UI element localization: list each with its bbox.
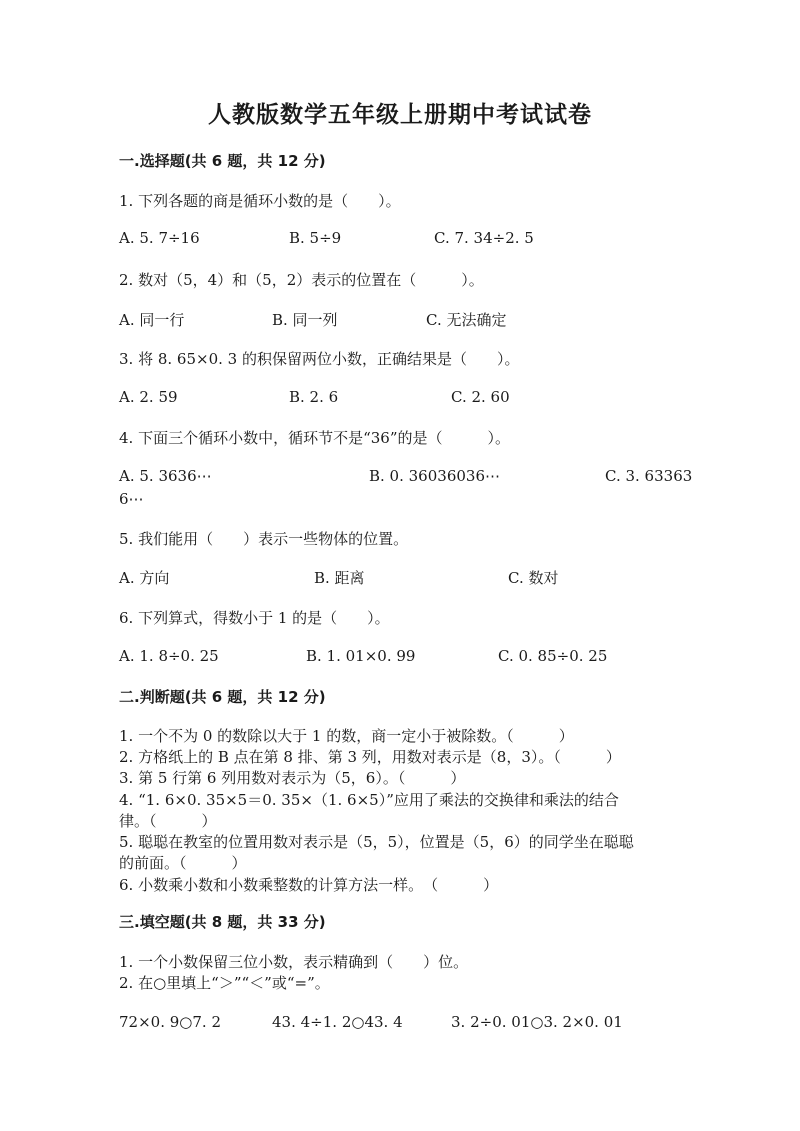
q3-option-c: C. 2. 60 (451, 388, 510, 406)
q5-option-b: B. 距离 (314, 569, 365, 587)
q1-option-c: C. 7. 34÷2. 5 (434, 229, 534, 247)
judge-4: 4. “1. 6×0. 35×5＝0. 35×（1. 6×5）”应用了乘法的交换律和乘法的结合 (119, 791, 619, 809)
q5-option-c: C. 数对 (508, 569, 559, 587)
fill-1: 1. 一个小数保留三位小数，表示精确到（ ）位。 (119, 953, 469, 971)
judge-3: 3. 第 5 行第 6 列用数对表示为（5，6）。（ ） (119, 769, 466, 787)
judge-4-continued: 律。（ ） (119, 812, 217, 830)
q2-option-c: C. 无法确定 (426, 311, 507, 329)
q2-option-a: A. 同一行 (119, 311, 185, 329)
q4-option-c-continued: 6⋯ (119, 490, 144, 508)
q1-stem: 1. 下列各题的商是循环小数的是（ ）。 (119, 192, 401, 210)
judge-2: 2. 方格纸上的 B 点在第 8 排、第 3 列，用数对表示是（8，3）。（ ） (119, 748, 621, 766)
q1-option-b: B. 5÷9 (289, 229, 342, 247)
q5-stem: 5. 我们能用（ ）表示一些物体的位置。 (119, 530, 409, 548)
compare-3: 3. 2÷0. 01○3. 2×0. 01 (451, 1013, 623, 1031)
q2-option-b: B. 同一列 (272, 311, 338, 329)
q1-option-a: A. 5. 7÷16 (119, 229, 200, 247)
q6-option-a: A. 1. 8÷0. 25 (119, 647, 219, 665)
judge-5-continued: 的前面。（ ） (119, 854, 247, 872)
judge-1: 1. 一个不为 0 的数除以大于 1 的数，商一定小于被除数。（ ） (119, 727, 574, 745)
q4-option-c: C. 3. 63363 (605, 467, 693, 485)
q4-stem: 4. 下面三个循环小数中，循环节不是“36”的是（ ）。 (119, 429, 511, 447)
q4-option-b: B. 0. 36036036⋯ (369, 467, 500, 485)
q4-option-a: A. 5. 3636⋯ (119, 467, 212, 485)
judge-5: 5. 聪聪在教室的位置用数对表示是（5，5），位置是（5，6）的同学坐在聪聪 (119, 833, 634, 851)
section-3-heading: 三.填空题(共 8 题，共 33 分) (119, 913, 326, 931)
section-1-heading: 一.选择题(共 6 题，共 12 分) (119, 152, 326, 170)
q3-option-b: B. 2. 6 (289, 388, 339, 406)
compare-1: 72×0. 9○7. 2 (119, 1013, 221, 1031)
q5-option-a: A. 方向 (119, 569, 170, 587)
exam-title: 人教版数学五年级上册期中考试试卷 (208, 101, 592, 128)
q3-stem: 3. 将 8. 65×0. 3 的积保留两位小数，正确结果是（ ）。 (119, 350, 520, 368)
fill-2: 2. 在○里填上“＞”“＜”或“=”。 (119, 974, 330, 992)
q2-stem: 2. 数对（5，4）和（5，2）表示的位置在（ ）。 (119, 271, 484, 289)
compare-2: 43. 4÷1. 2○43. 4 (272, 1013, 403, 1031)
q6-stem: 6. 下列算式，得数小于 1 的是（ ）。 (119, 609, 390, 627)
q3-option-a: A. 2. 59 (119, 388, 178, 406)
q6-option-b: B. 1. 01×0. 99 (306, 647, 416, 665)
section-2-heading: 二.判断题(共 6 题，共 12 分) (119, 688, 326, 706)
q6-option-c: C. 0. 85÷0. 25 (498, 647, 608, 665)
judge-6: 6. 小数乘小数和小数乘整数的计算方法一样。 （ ） (119, 876, 499, 894)
